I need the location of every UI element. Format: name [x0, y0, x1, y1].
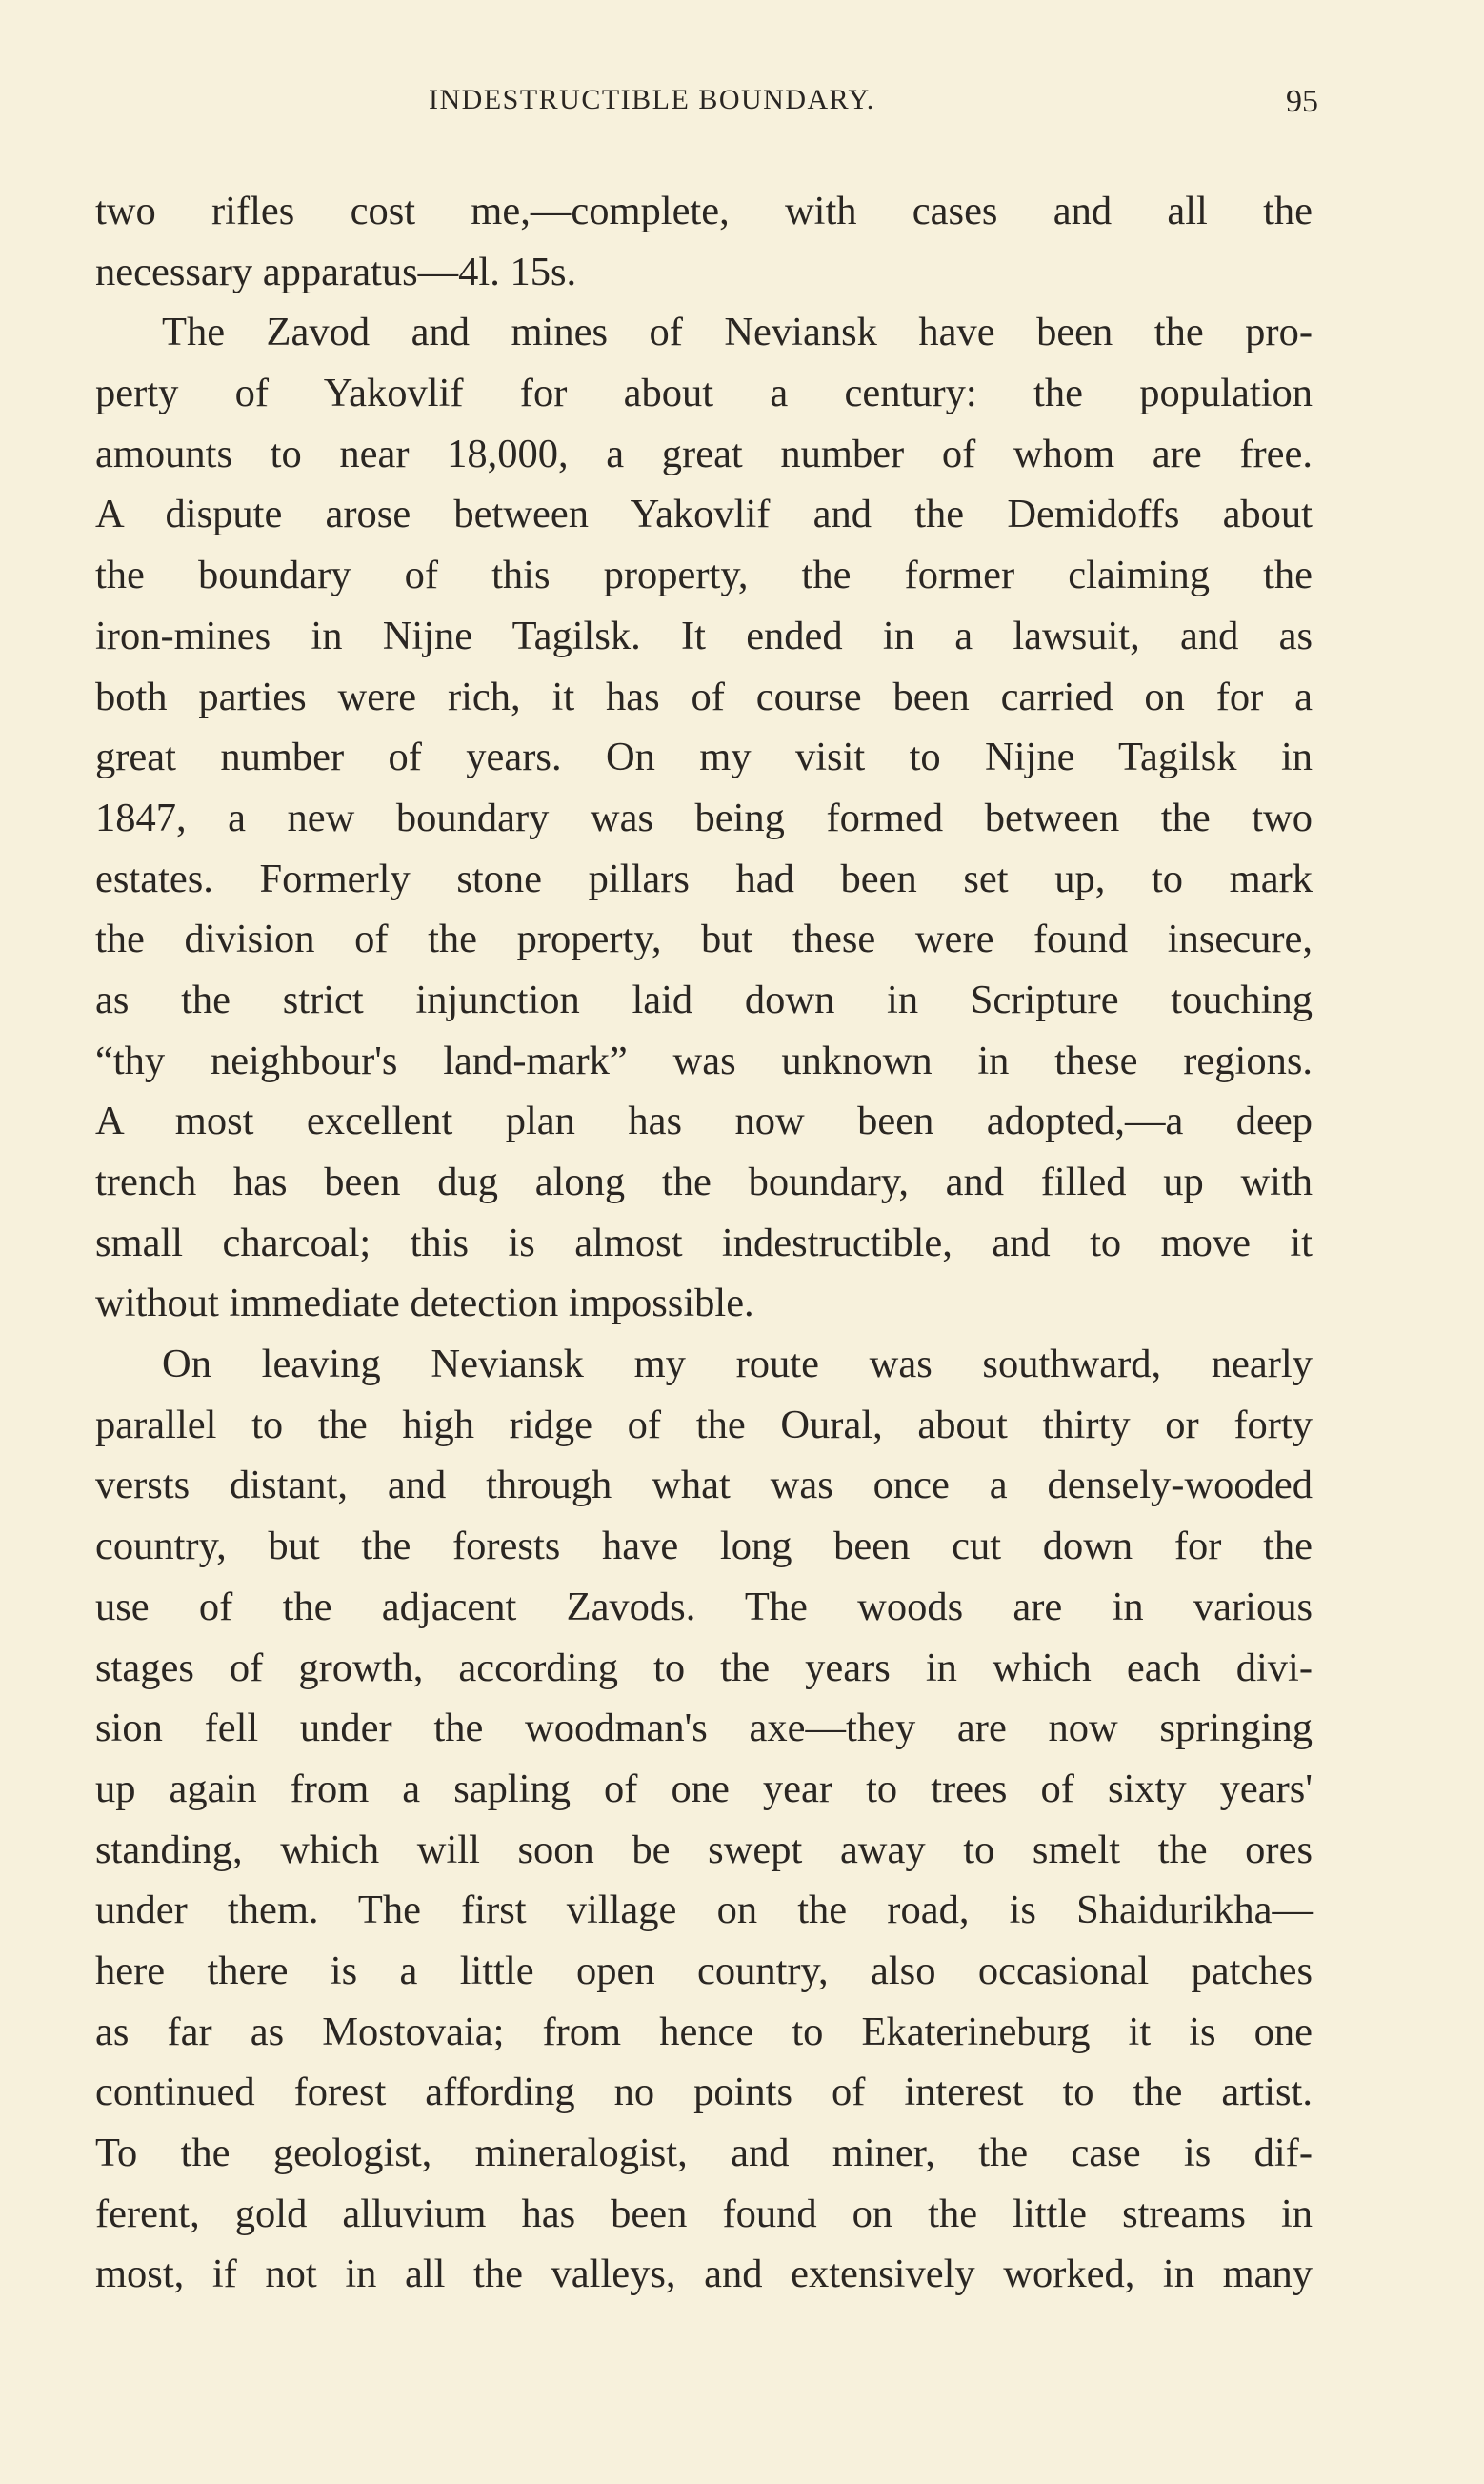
- text-line: under them. The first village on the road, is Shaidurikha—: [95, 1888, 1313, 1933]
- text-line: use of the adjacent Zavods. The woods are in various: [95, 1584, 1313, 1629]
- text-line: sion fell under the woodman's axe—they are now springing: [95, 1706, 1313, 1751]
- text-line: estates. Formerly stone pillars had been set up, to mark: [95, 856, 1313, 901]
- text-line: amounts to near 18,000, a great number of whom are free.: [95, 431, 1313, 476]
- text-line: 1847, a new boundary was being formed between the two: [95, 795, 1313, 840]
- text-line: perty of Yakovlif for about a century: the population: [95, 371, 1313, 416]
- text-line: trench has been dug along the boundary, and filled up with: [95, 1160, 1313, 1204]
- text-line: as far as Mostovaia; from hence to Ekaterineburg it is one: [95, 2009, 1313, 2054]
- text-line: On leaving Neviansk my route was southward, nearly: [162, 1342, 1313, 1387]
- text-line: as the strict injunction laid down in Scripture touching: [95, 977, 1313, 1022]
- text-line: two rifles cost me,—complete, with cases and all the: [95, 189, 1313, 233]
- page-number: 95: [1286, 84, 1318, 119]
- running-title: INDESTRUCTIBLE BOUNDARY.: [429, 84, 875, 115]
- text-line: “thy neighbour's land-mark” was unknown in these regions.: [95, 1038, 1313, 1083]
- text-line: the division of the property, but these were found insecure,: [95, 917, 1313, 962]
- text-line: parallel to the high ridge of the Oural, about thirty or forty: [95, 1402, 1313, 1447]
- text-line: without immediate detection impossible.: [95, 1281, 754, 1326]
- text-line: continued forest affording no points of interest to the artist.: [95, 2070, 1313, 2115]
- text-line: here there is a little open country, also occasional patches: [95, 1948, 1313, 1993]
- text-line: iron-mines in Nijne Tagilsk. It ended in a lawsuit, and as: [95, 613, 1313, 658]
- text-line: A most excellent plan has now been adopted,—a deep: [95, 1099, 1313, 1144]
- text-line: necessary apparatus—4l. 15s.: [95, 249, 577, 294]
- text-line: up again from a sapling of one year to trees of sixty years': [95, 1766, 1313, 1811]
- running-head: [0, 84, 1484, 122]
- text-line: small charcoal; this is almost indestructible, and to move it: [95, 1220, 1313, 1265]
- text-line: the boundary of this property, the former claiming the: [95, 553, 1313, 598]
- text-line: country, but the forests have long been cut down for the: [95, 1524, 1313, 1569]
- text-line: The Zavod and mines of Neviansk have been the pro-: [162, 310, 1313, 355]
- text-line: both parties were rich, it has of course been carried on for a: [95, 674, 1313, 719]
- text-line: most, if not in all the valleys, and extensively worked, in many: [95, 2252, 1313, 2297]
- text-line: great number of years. On my visit to Nijne Tagilsk in: [95, 735, 1313, 780]
- text-line: ferent, gold alluvium has been found on the little streams in: [95, 2191, 1313, 2236]
- text-line: A dispute arose between Yakovlif and the Demidoffs about: [95, 492, 1313, 537]
- text-line: versts distant, and through what was once a densely-wooded: [95, 1463, 1313, 1508]
- text-line: standing, which will soon be swept away to smelt the ores: [95, 1827, 1313, 1872]
- text-line: stages of growth, according to the years in which each divi-: [95, 1645, 1313, 1690]
- text-line: To the geologist, mineralogist, and miner, the case is dif-: [95, 2131, 1313, 2175]
- body-text: [95, 181, 1313, 2305]
